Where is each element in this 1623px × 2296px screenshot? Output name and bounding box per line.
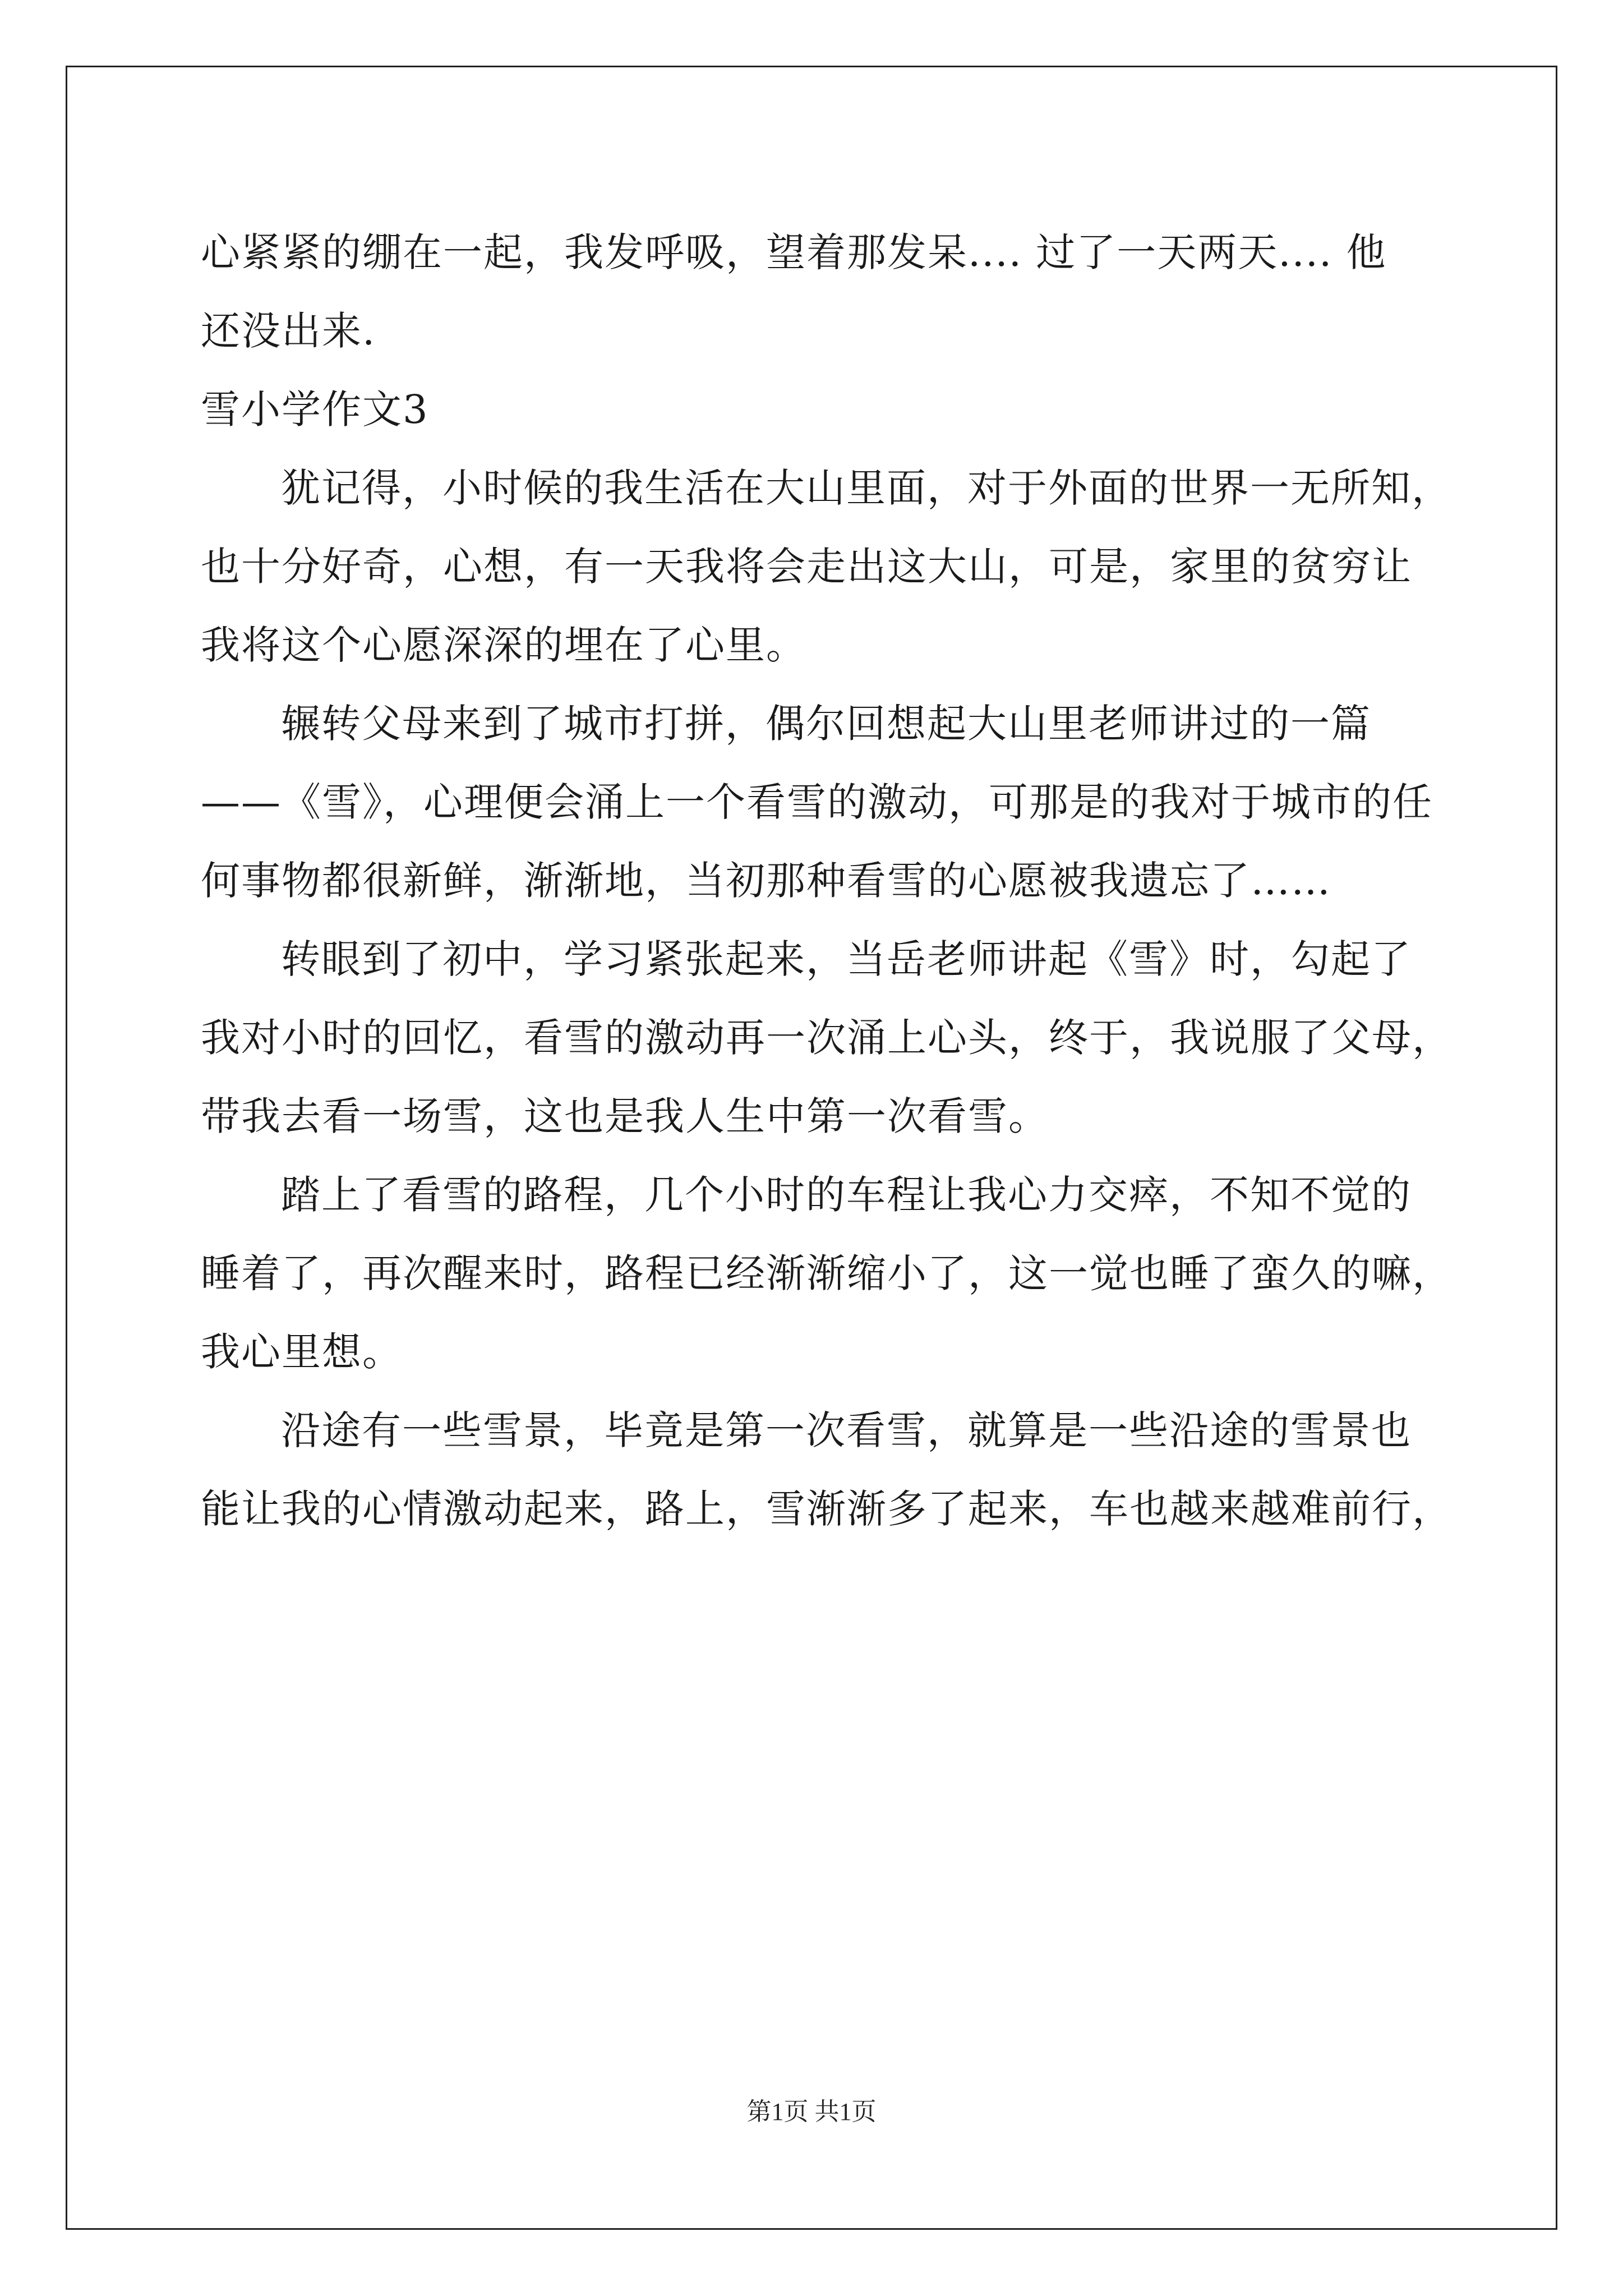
paragraph-line: 沿途有一些雪景，毕竟是第一次看雪，就算是一些沿途的雪景也 [281, 1407, 1412, 1453]
paragraph-line: 踏上了看雪的路程，几个小时的车程让我心力交瘁，不知不觉的 [281, 1172, 1412, 1218]
paragraph-line: 犹记得，小时候的我生活在大山里面，对于外面的世界一无所知， [281, 465, 1452, 511]
paragraph-line: 带我去看一场雪，这也是我人生中第一次看雪。 [201, 1093, 1049, 1139]
paragraph-line: 心紧紧的绷在一起，我发呼吸，望着那发呆.... 过了一天两天.... 他 [201, 229, 1387, 275]
paragraph-line: 我对小时的回忆，看雪的激动再一次涌上心头，终于，我说服了父母， [201, 1015, 1453, 1061]
paragraph-line: 能让我的心情激动起来，路上，雪渐渐多了起来，车也越来越难前行， [201, 1486, 1453, 1532]
paragraph-line: 何事物都很新鲜，渐渐地，当初那种看雪的心愿被我遗忘了…… [201, 858, 1331, 904]
page-footer: 第1页 共1页 [746, 2098, 877, 2125]
paragraph-line: 辗转父母来到了城市打拼，偶尔回想起大山里老师讲过的一篇 [281, 701, 1371, 747]
paragraph-line: 我将这个心愿深深的埋在了心里。 [201, 622, 806, 668]
document-body [201, 213, 1453, 1548]
section-heading: 雪小学作文3 [201, 386, 429, 432]
paragraph-line: 睡着了，再次醒来时，路程已经渐渐缩小了，这一觉也睡了蛮久的嘛， [201, 1250, 1453, 1296]
paragraph-line: 也十分好奇，心想，有一天我将会走出这大山，可是，家里的贫穷让 [201, 544, 1412, 590]
paragraph-line: ——《雪》，心理便会涌上一个看雪的激动，可那是的我对于城市的任 [201, 779, 1433, 825]
paragraph-line: 我心里想。 [201, 1329, 403, 1375]
paragraph-line: 还没出来. [201, 308, 376, 354]
paragraph-line: 转眼到了初中，学习紧张起来，当岳老师讲起《雪》时，勾起了 [281, 936, 1412, 982]
